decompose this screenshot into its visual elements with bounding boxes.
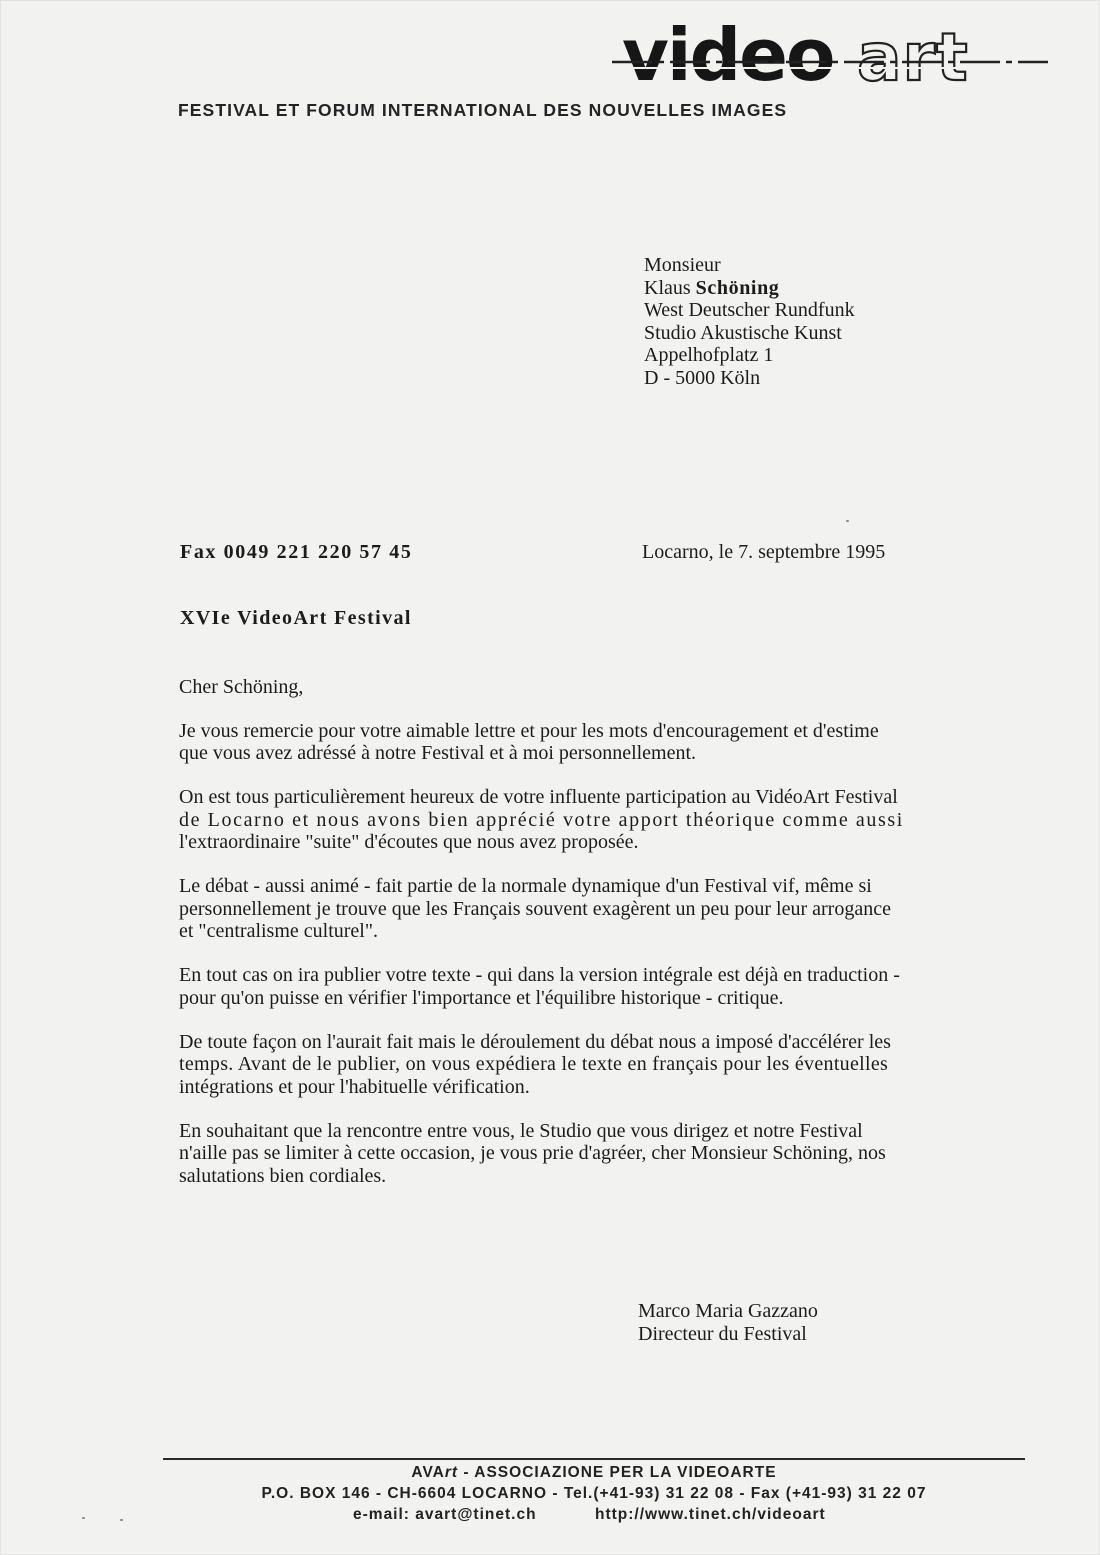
paper-speck bbox=[120, 1519, 123, 1521]
paragraph-line: intégrations et pour l'habituelle vérification. bbox=[179, 1075, 530, 1098]
letterhead-footer bbox=[163, 1464, 1025, 1527]
recipient-address bbox=[644, 254, 855, 389]
letterhead-tagline: FESTIVAL ET FORUM INTERNATIONAL DES NOUVELLES IMAGES bbox=[178, 100, 788, 120]
letter-salutation: Cher Schöning, bbox=[179, 676, 304, 698]
paragraph-line: En tout cas on ira publier votre texte - qui dans la version intégrale est déjà en traduction - bbox=[179, 964, 900, 986]
recipient-name bbox=[644, 277, 855, 300]
paper-speck bbox=[82, 1517, 85, 1519]
recipient-organization: West Deutscher Rundfunk bbox=[644, 299, 855, 321]
paragraph-line: personnellement je trouve que les Français souvent exagèrent un peu pour leur arrogance bbox=[179, 897, 891, 920]
paragraph-line: Je vous remercie pour votre aimable lettre et pour les mots d'encouragement et d'estime bbox=[179, 719, 879, 742]
paragraph-line: temps. Avant de le publier, on vous expédiera le texte en français pour les éventuelles bbox=[179, 1053, 889, 1075]
footer-website: http://www.tinet.ch/videoart bbox=[595, 1506, 826, 1523]
paragraph bbox=[179, 720, 979, 765]
paragraph-line: que vous avez adréssé à notre Festival et à moi personnellement. bbox=[179, 742, 697, 764]
recipient-city: D - 5000 Köln bbox=[644, 366, 761, 389]
svg-text:video: video bbox=[622, 14, 834, 97]
paragraph-line: On est tous particulièrement heureux de votre influente participation au VidéoArt Festival bbox=[179, 786, 898, 808]
signatory-name: Marco Maria Gazzano bbox=[638, 1300, 818, 1322]
paragraph-line: En souhaitant que la rencontre entre vous, le Studio que vous dirigez et notre Festival bbox=[179, 1119, 863, 1142]
recipient-department: Studio Akustische Kunst bbox=[644, 321, 842, 344]
recipient-first-name: Klaus bbox=[644, 276, 691, 299]
signature-block bbox=[638, 1300, 818, 1346]
letter-body bbox=[179, 676, 979, 1209]
footer-organization bbox=[163, 1464, 1025, 1485]
paragraph-line: Le débat - aussi animé - fait partie de la normale dynamique d'un Festival vif, même si bbox=[179, 875, 872, 897]
paragraph bbox=[179, 1031, 979, 1099]
letter-subject: XVIe VideoArt Festival bbox=[180, 607, 412, 629]
fax-number: Fax 0049 221 220 57 45 bbox=[180, 541, 413, 563]
paragraph-line: de Locarno et nous avons bien apprécié votre apport théorique comme aussi bbox=[179, 808, 904, 831]
footer-contact-row bbox=[163, 1506, 1025, 1527]
paragraph-line: salutations bien cordiales. bbox=[179, 1164, 387, 1187]
letter-date: Locarno, le 7. septembre 1995 bbox=[642, 541, 886, 563]
recipient-salutation: Monsieur bbox=[644, 254, 721, 276]
paragraph-line: De toute façon on l'aurait fait mais le déroulement du débat nous a imposé d'accélérer les bbox=[179, 1030, 891, 1053]
footer-org-name: - ASSOCIAZIONE PER LA VIDEOARTE bbox=[458, 1464, 777, 1481]
footer-email: e-mail: avart@tinet.ch bbox=[353, 1506, 537, 1523]
recipient-last-name: Schöning bbox=[695, 276, 780, 299]
footer-address: P.O. BOX 146 - CH-6604 LOCARNO - Tel.(+41-93) 31 22 08 - Fax (+41-93) 31 22 07 bbox=[261, 1485, 927, 1502]
paragraph-line: l'extraordinaire "suite" d'écoutes que nous avez proposée. bbox=[179, 831, 639, 853]
paragraph-line: n'aille pas se limiter à cette occasion, je vous prie d'agréer, cher Monsieur Schöning, nos bbox=[179, 1142, 886, 1164]
paragraph-line: et "centralisme culturel". bbox=[179, 920, 379, 942]
paragraph bbox=[179, 1120, 979, 1188]
paragraph bbox=[179, 875, 979, 943]
recipient-street: Appelhofplatz 1 bbox=[644, 344, 774, 366]
svg-text:art: art bbox=[857, 19, 969, 96]
videoart-logo bbox=[612, 14, 1052, 98]
signatory-title: Directeur du Festival bbox=[638, 1323, 807, 1345]
paragraph-line: pour qu'on puisse en vérifier l'importance et l'équilibre historique - critique. bbox=[179, 986, 784, 1009]
paper-speck bbox=[846, 520, 849, 522]
paragraph bbox=[179, 786, 979, 854]
footer-org-italic: rt bbox=[444, 1464, 459, 1481]
footer-divider bbox=[163, 1458, 1025, 1460]
footer-org-prefix: AVA bbox=[411, 1464, 445, 1481]
paragraph bbox=[179, 964, 979, 1009]
